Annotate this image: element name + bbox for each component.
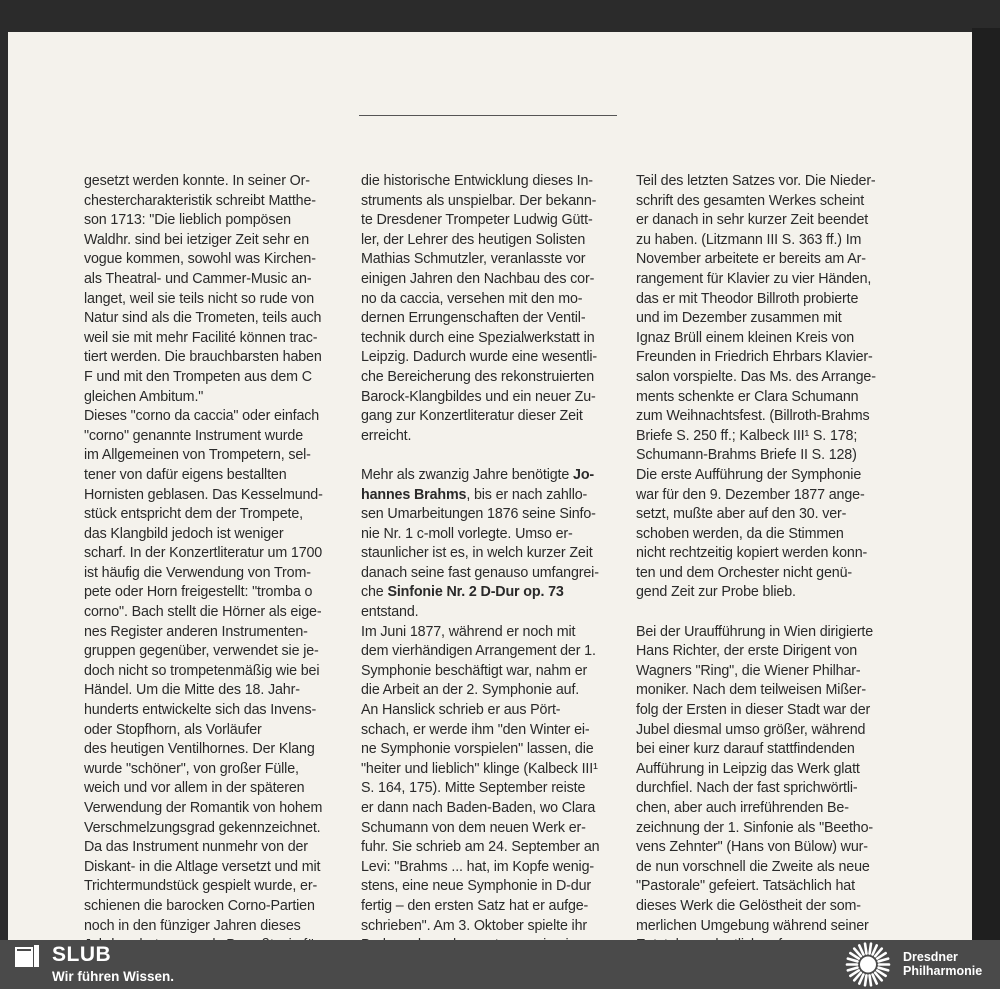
slub-wordmark[interactable]: SLUB <box>52 943 112 966</box>
page-edge-shadow <box>972 28 1000 940</box>
text-line: Freunden in Friedrich Ehrbars Klavier- <box>636 349 873 366</box>
text-line: Barock-Klangbildes und ein neuer Zu- <box>361 388 596 405</box>
text-line: ne Symphonie vorspielen" lassen, die <box>361 741 594 758</box>
text-line: nes Register anderen Instrumenten- <box>84 623 308 640</box>
text-line: danach seine fast genauso umfangrei- <box>361 564 599 581</box>
text-line: Mathias Schmutzler, veranlasste vor <box>361 251 586 268</box>
text-line: schienen die barocken Corno-Partien <box>84 897 315 914</box>
text-line: Symphonie beschäftigt war, nahm er <box>361 662 588 679</box>
text-line: vogue kommen, sowohl was Kirchen- <box>84 251 316 268</box>
text-line: die Arbeit an der 2. Symphonie auf. <box>361 682 580 699</box>
sunburst-ray <box>859 945 863 954</box>
slub-book-icon <box>12 943 42 971</box>
text-line: er danach in sehr kurzer Zeit beendet <box>636 212 869 229</box>
text-line: Leipzig. Dadurch wurde eine wesentli- <box>361 349 598 366</box>
text-line: Diskant- in die Altlage versetzt und mit <box>84 858 321 875</box>
text-line: erreicht. <box>361 427 412 444</box>
work-title-bold: Sinfonie Nr. 2 D-Dur op. 73 <box>387 584 564 601</box>
text-line: stück entspricht dem der Trompete, <box>84 506 303 523</box>
text-line: Da das Instrument nunmehr von der <box>84 839 308 856</box>
text-line <box>361 486 629 506</box>
text-line: Schumann von dem neuen Werk er- <box>361 819 586 836</box>
text-line: ler, der Lehrer des heutigen Solisten <box>361 231 586 248</box>
text-line: einigen Jahren den Nachbau des cor- <box>361 270 595 287</box>
text-line: struments als unspielbar. Der bekann- <box>361 192 597 209</box>
text-line <box>361 583 629 603</box>
text-line: salon vorspielte. Das Ms. des Arrange- <box>636 368 876 385</box>
text-line: gleichen Ambitum." <box>84 388 204 405</box>
text-line: chestercharakteristik schreibt Matthe- <box>84 192 316 209</box>
text-line: zu haben. (Litzmann III S. 363 ff.) Im <box>636 231 862 248</box>
text-line: moniker. Nach dem teilweisen Mißer- <box>636 682 866 699</box>
sunburst-ray <box>848 968 858 971</box>
text-line: Verschmelzungsgrad gekennzeichnet. <box>84 819 321 836</box>
text-line: "corno" genannte Instrument wurde <box>84 427 303 444</box>
text-line: rangement für Klavier zu vier Händen, <box>636 270 872 287</box>
text-line: langet, weil sie teils nicht so rude von <box>84 290 315 307</box>
text-line: ten und dem Orchester nicht genü- <box>636 564 852 581</box>
text-line: scharf. In der Konzertliteratur um 1700 <box>84 545 323 562</box>
text-line: Wagners "Ring", die Wiener Philhar- <box>636 662 861 679</box>
text-line: nie Nr. 1 c-moll vorlegte. Umso er- <box>361 525 573 542</box>
text-line: Hans Richter, der erste Dirigent von <box>636 643 858 660</box>
text-line: Natur sind als die Trometen, teils auch <box>84 310 322 327</box>
text-line: F und mit den Trompeten aus dem C <box>84 368 312 385</box>
sunburst-ray <box>873 945 877 954</box>
composer-name-bold: Jo- <box>573 466 595 483</box>
text-line: Levi: "Brahms ... hat, im Kopfe wenig- <box>361 858 594 875</box>
column-2-paragraph-3 <box>361 623 629 956</box>
text-line: Hornisten geblasen. Das Kesselmund- <box>84 486 323 503</box>
philharmonie-line-2: Philharmonie <box>903 964 983 978</box>
text-line: zum Weihnachtsfest. (Billroth-Brahms <box>636 408 870 425</box>
text-line: "heiter und lieblich" klinge (Kalbeck III¹ <box>361 760 598 777</box>
text-line: stens, eine neue Symphonie in D-dur <box>361 878 591 895</box>
sunburst-ray <box>870 975 871 985</box>
philharmonie-wordmark[interactable] <box>903 950 982 978</box>
text-line: oder Stopfhorn, als Vorläufer <box>84 721 262 738</box>
slub-tagline: Wir führen Wissen. <box>52 969 175 984</box>
text-line: An Hanslick schrieb er aus Pört- <box>361 702 561 719</box>
text-line: vens Zehnter" (Hans von Bülow) wur- <box>636 839 868 856</box>
text-line: staunlicher ist es, in welch kurzer Zeit <box>361 545 593 562</box>
text-line: durchfiel. Nach der fast sprichwörtli- <box>636 780 858 797</box>
text-line: te Dresdener Trompeter Ludwig Gütt- <box>361 212 593 229</box>
text-column-3 <box>636 172 904 956</box>
text-line: Briefe S. 250 ff.; Kalbeck III¹ S. 178; <box>636 427 858 444</box>
text-line: schrieben". Am 3. Oktober spielte ihr <box>361 917 587 934</box>
sunburst-ray <box>879 959 889 962</box>
column-1-lines <box>84 172 352 956</box>
text-line: Ignaz Brüll einem kleinen Kreis von <box>636 329 855 346</box>
text-line: gend Zeit zur Probe blieb. <box>636 584 796 601</box>
text-line: das er mit Theodor Billroth probierte <box>636 290 859 307</box>
text-line: dem vierhändigen Arrangement der 1. <box>361 643 596 660</box>
text-line: de nun vorschnell die Zweite als neue <box>636 858 870 875</box>
text-line: war für den 9. Dezember 1877 ange- <box>636 486 865 503</box>
text-line: Schumann-Brahms Briefe II S. 128) <box>636 447 857 464</box>
text-line: November arbeitete er bereits am Ar- <box>636 251 866 268</box>
text-line: che Bereicherung des rekonstruierten <box>361 368 595 385</box>
sunburst-ray <box>865 944 866 954</box>
text-line: des heutigen Ventilhornes. Der Klang <box>84 741 315 758</box>
text-line: doch nicht so trompetenmäßig wie bei <box>84 662 320 679</box>
text-line: "Pastorale" gefeiert. Tatsächlich hat <box>636 878 855 895</box>
text-line: merlichen Umgebung während seiner <box>636 917 869 934</box>
sunburst-ray <box>879 968 889 971</box>
text-line: noch in den fünziger Jahren dieses <box>84 917 301 934</box>
text-line <box>361 466 629 486</box>
text-line: pete oder Horn freigestellt: "tromba o <box>84 584 313 601</box>
text-line: Dieses "corno da caccia" oder einfach <box>84 408 320 425</box>
text-line: chen, aber auch irreführenden Be- <box>636 800 849 816</box>
text-line: hunderts entwickelte sich das Invens- <box>84 702 317 719</box>
text-run: che <box>361 584 388 601</box>
text-line: Im Juni 1877, während er noch mit <box>361 623 576 640</box>
text-line: sen Umarbeitungen 1876 seine Sinfo- <box>361 506 596 523</box>
composer-name-bold: hannes Brahms <box>361 486 467 503</box>
text-line: S. 164, 175). Mitte September reiste <box>361 780 586 797</box>
text-line: nicht rechtzeitig kopiert werden konn- <box>636 545 868 562</box>
text-line: Jubel diesmal umso größer, während <box>636 721 866 738</box>
text-line: als Theatral- und Cammer-Music an- <box>84 270 312 287</box>
philharmonie-line-1: Dresdner <box>903 950 958 964</box>
column-3-paragraph-1 <box>636 172 904 603</box>
text-line: technik durch eine Spezialwerkstatt in <box>361 329 595 346</box>
sunburst-ray <box>859 975 863 984</box>
text-line: im Allgemeinen von Trompetern, sel- <box>84 447 311 464</box>
text-line: schach, er werde ihm "den Winter ei- <box>361 721 590 738</box>
text-line: Teil des letzten Satzes vor. Die Nieder- <box>636 173 876 189</box>
text-line: Aufführung in Leipzig das Werk glatt <box>636 760 860 777</box>
paragraph-gap <box>361 446 629 466</box>
column-2-paragraph-2 <box>361 466 629 623</box>
text-line: er dann nach Baden-Baden, wo Clara <box>361 800 596 816</box>
philharmonie-sunburst-icon <box>842 940 894 989</box>
sunburst-ray <box>873 975 877 984</box>
column-3-paragraph-2 <box>636 623 904 956</box>
text-line: dernen Errungenschaften der Ventil- <box>361 310 586 327</box>
sunburst-ray <box>870 944 871 954</box>
sunburst-ray <box>865 975 866 985</box>
text-line: und im Dezember zusammen mit <box>636 310 842 327</box>
text-run: , bis er nach zahllo- <box>466 486 588 503</box>
text-line: Bei der Uraufführung in Wien dirigierte <box>636 623 874 640</box>
paragraph-gap <box>636 603 904 623</box>
text-line: dieses Werk die Gelöstheit der som- <box>636 897 861 914</box>
text-line: setzt, mußte aber auf den 30. ver- <box>636 506 847 523</box>
text-line: son 1713: "Die lieblich pompösen <box>84 212 291 229</box>
text-line: fertig – den ersten Satz hat er aufge- <box>361 897 589 914</box>
text-line: Die erste Aufführung der Symphonie <box>636 466 862 483</box>
text-line: weich und vor allem in der späteren <box>84 780 305 797</box>
text-line: die historische Entwicklung dieses In- <box>361 173 593 189</box>
text-line: gesetzt werden konnte. In seiner Or- <box>84 173 310 189</box>
text-line: ist häufig die Verwendung von Trom- <box>84 564 311 581</box>
text-line: bei einer kurz darauf stattfindenden <box>636 741 855 758</box>
text-line: schrift des gesamten Werkes scheint <box>636 192 865 209</box>
text-line: Händel. Um die Mitte des 18. Jahr- <box>84 682 300 699</box>
text-line: tiert werden. Die brauchbarsten haben <box>84 349 322 366</box>
text-line: no da caccia, versehen mit den mo- <box>361 290 583 307</box>
text-column-2 <box>361 172 629 956</box>
text-line: fuhr. Sie schrieb am 24. September an <box>361 839 600 856</box>
text-line: ments schenkte er Clara Schumann <box>636 388 859 405</box>
text-line: Trichtermundstück gespielt wurde, er- <box>84 878 318 895</box>
text-line: schoben werden, da die Stimmen <box>636 525 844 542</box>
text-line: gang zur Konzertliteratur dieser Zeit <box>361 408 583 425</box>
text-line: Waldhr. sind bei ietziger Zeit sehr en <box>84 231 310 248</box>
sunburst-ray <box>848 959 858 962</box>
header-rule <box>359 115 617 116</box>
text-run: Mehr als zwanzig Jahre benötigte <box>361 466 574 483</box>
text-line: das Klangbild jedoch ist weniger <box>84 525 284 542</box>
text-line: folg der Ersten in dieser Stadt war der <box>636 702 871 719</box>
text-line: wurde "schöner", von großer Fülle, <box>84 760 299 777</box>
text-line: gruppen gegenüber, verwendet sie je- <box>84 643 319 660</box>
text-line: Verwendung der Romantik von hohem <box>84 800 323 816</box>
text-line: entstand. <box>361 604 419 621</box>
text-line: weil sie mit mehr Facilité können trac- <box>84 329 318 346</box>
text-column-1 <box>84 172 352 956</box>
text-line: zeichnung der 1. Sinfonie als "Beetho- <box>636 819 874 836</box>
column-2-paragraph-1 <box>361 172 629 446</box>
text-line: corno". Bach stellt die Hörner als eige- <box>84 604 322 621</box>
text-line: tener von dafür eigens bestallten <box>84 466 287 483</box>
